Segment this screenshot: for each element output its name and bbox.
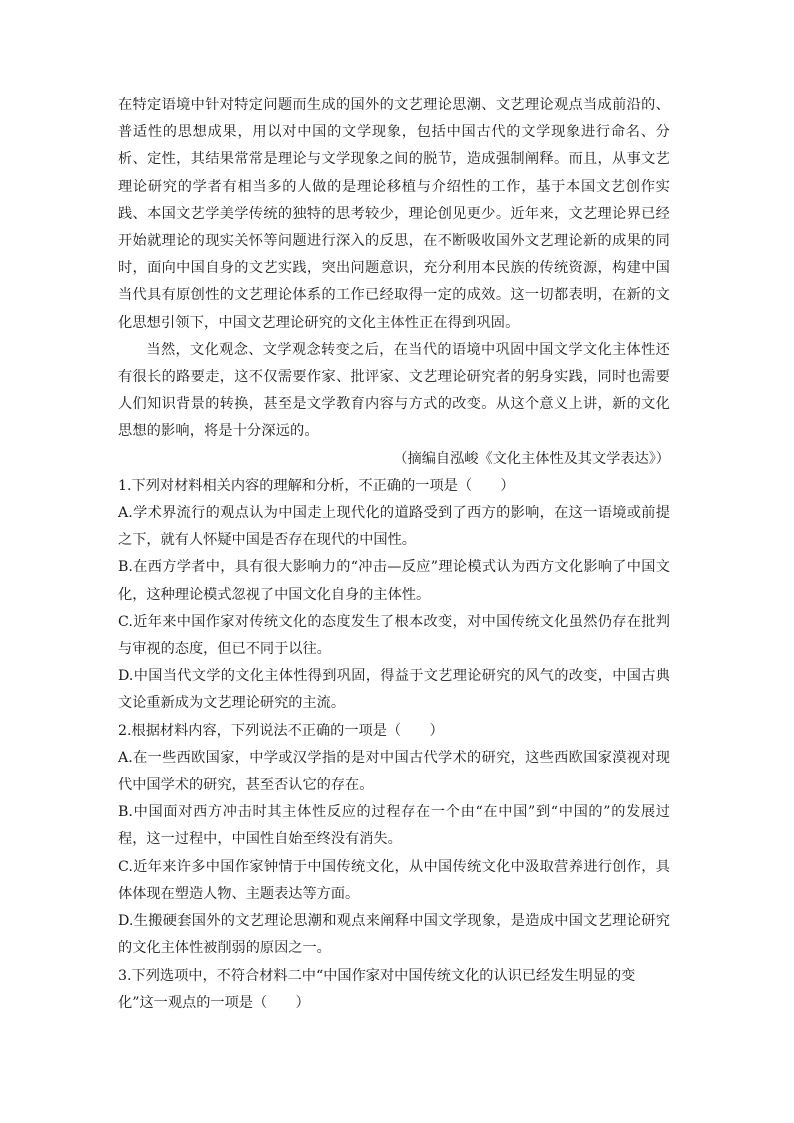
- paragraph-2: 当然，文化观念、文学观念转变之后，在当代的语境中巩固中国文学文化主体性还有很长的路要走，这不仅需要作家、批评家、文艺理论研究者的躬身实践，同时也需要人们知识背景的转换，甚至是文学教育内容与方式的改变。从这个意义上讲，新的文化思想的影响，将是十分深远的。: [118, 341, 670, 440]
- question-3: [118, 963, 670, 1017]
- question-3-stem: 3.下列选项中，不符合材料二中“中国作家对中国传统文化的认识已经发生明显的变化”这一观点的一项是（ ）: [118, 967, 636, 1011]
- question-1-option-c: C.近年来中国作家对传统文化的态度发生了根本改变，对中国传统文化虽然仍存在批判与审视的态度，但已不同于以往。: [118, 613, 670, 658]
- question-2: [118, 718, 670, 963]
- question-2-option-a: A.在一些西欧国家，中学或汉学指的是对中国古代学术的研究，这些西欧国家漠视对现代中国学术的研究，甚至否认它的存在。: [118, 749, 670, 794]
- question-1-option-b: B.在西方学者中，具有很大影响力的“冲击—反应”理论模式认为西方文化影响了中国文化，这种理论模式忽视了中国文化自身的主体性。: [118, 559, 670, 603]
- question-1-option-d: D.中国当代文学的文化主体性得到巩固，得益于文艺理论研究的风气的改变，中国古典文论重新成为文艺理论研究的主流。: [118, 668, 670, 712]
- question-1-stem: 1.下列对材料相关内容的理解和分析，不正确的一项是（ ）: [118, 477, 515, 494]
- paragraph-1: 在特定语境中针对特定问题而生成的国外的文艺理论思潮、文艺理论观点当成前沿的、普适性的思想成果，用以对中国的文学现象，包括中国古代的文学现象进行命名、分析、定性，其结果常常是理论与文学现象之间的脱节，造成强制阐释。而且，从事文艺理论研究的学者有相当多的人做的是理论移植与介绍性的工作，基于本国文艺创作实践、本国文艺学美学传统的独特的思考较少，理论创见更少。近年来，文艺理论界已经开始就理论的现实关怀等问题进行深入的反思，在不断吸收国外文艺理论新的成果的同时，面向中国自身的文艺实践，突出问题意识，充分利用本民族的传统资源，构建中国当代具有原创性的文艺理论体系的工作已经取得一定的成效。这一切都表明，在新的文化思想引领下，中国文艺理论研究的文化主体性正在得到巩固。: [118, 97, 670, 331]
- question-2-stem: 2.根据材料内容，下列说法不正确的一项是（ ）: [118, 722, 444, 739]
- source-citation: （摘编自泓峻《文化主体性及其文学表达》）: [393, 450, 670, 467]
- question-2-option-d: D.生搬硬套国外的文艺理论思潮和观点来阐释中国文学现象，是造成中国文艺理论研究的文化主体性被削弱的原因之一。: [118, 913, 670, 957]
- question-1-option-a: A.学术界流行的观点认为中国走上现代化的道路受到了西方的影响，在这一语境或前提之下，就有人怀疑中国是否存在现代的中国性。: [118, 505, 670, 549]
- question-2-option-c: C.近年来许多中国作家钟情于中国传统文化，从中国传统文化中汲取营养进行创作，具体体现在塑造人物、主题表达等方面。: [118, 858, 670, 902]
- document-page: [118, 92, 670, 1017]
- question-2-option-b: B.中国面对西方冲击时其主体性反应的过程存在一个由“在中国”到“中国的”的发展过程，这一过程中，中国性自始至终没有消失。: [118, 804, 670, 848]
- question-1: [118, 473, 670, 718]
